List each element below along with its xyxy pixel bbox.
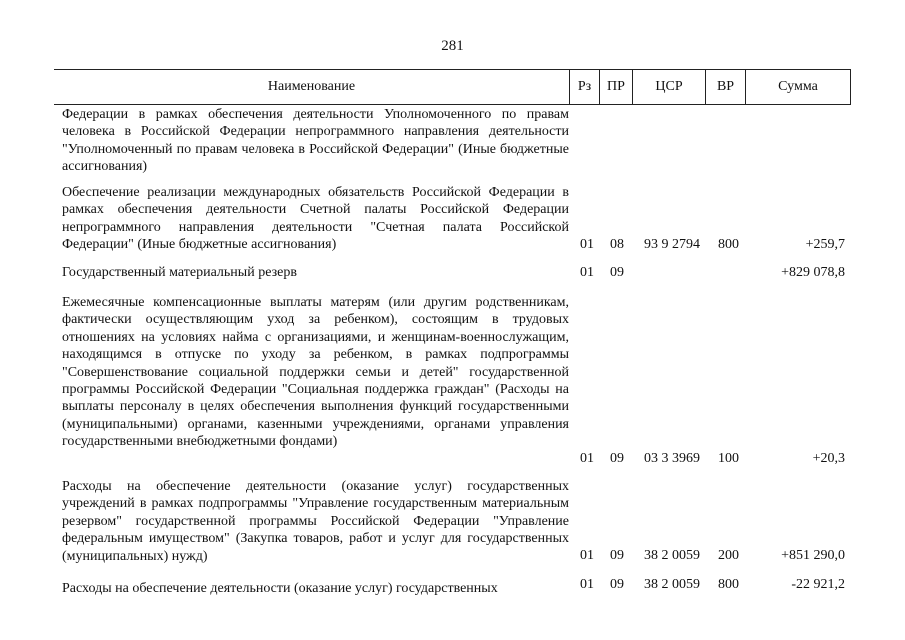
table-row (62, 184, 850, 254)
header-sum: Сумма (745, 70, 851, 104)
header-name: Наименование (267, 79, 356, 94)
row-description: Расходы на обеспечение деятельности (оказание услуг) государственных (62, 581, 498, 596)
row-description: Ежемесячные компенсационные выплаты матерям (или другим родственникам, фактически осуществляющим уход за ребенком), состоящим в трудовых отношениях на условиях найма с организациями, и женщинам-военнослужащим, находящимся в отпуске по уходу за ребенком, в рамках подпрограммы "Совершенствование социальной поддержки семьи и детей" государственной программы Российской Федерации "Социальная поддержка граждан" (Расходы на выплаты персоналу в целях обеспечения выполнения функций государственными (муниципальными) органами, казенными учреждениями, органами управления государственными внебюджетными фондами) (62, 295, 569, 450)
row-vr: 100 (718, 451, 739, 466)
row-pr: 08 (610, 237, 624, 252)
row-rz: 01 (580, 548, 594, 563)
header-rz: Рз (569, 70, 599, 104)
row-pr: 09 (610, 577, 624, 592)
row-sum: +259,7 (805, 237, 845, 252)
row-pr: 09 (610, 451, 624, 466)
row-rz: 01 (580, 577, 594, 592)
row-sum: -22 921,2 (791, 577, 845, 592)
row-sum: +829 078,8 (781, 265, 845, 280)
table-row (62, 576, 850, 596)
header-vr: ВР (705, 70, 745, 104)
row-vr: 200 (718, 548, 739, 563)
table-row (62, 264, 850, 282)
page-number: 281 (441, 38, 464, 54)
row-pr: 09 (610, 265, 624, 280)
row-csr: 38 2 0059 (644, 548, 700, 563)
row-sum: +20,3 (812, 451, 845, 466)
row-description: Обеспечение реализации международных обязательств Российской Федерации в рамках обеспечения деятельности Счетной палаты Российской Федерации непрограммного направления деятельности "Счетная палата Российской Федерации" (Иные бюджетные ассигнования) (62, 185, 569, 253)
row-description: Государственный материальный резерв (62, 265, 297, 280)
row-rz: 01 (580, 265, 594, 280)
row-rz: 01 (580, 451, 594, 466)
row-csr: 38 2 0059 (644, 577, 700, 592)
row-csr: 03 3 3969 (644, 451, 700, 466)
table-row (62, 106, 850, 176)
header-pr: ПР (599, 70, 632, 104)
table-row (62, 478, 850, 566)
row-rz: 01 (580, 237, 594, 252)
row-pr: 09 (610, 548, 624, 563)
row-description: Федерации в рамках обеспечения деятельности Уполномоченного по правам человека в Российской Федерации непрограммного направления деятельности "Уполномоченный по правам человека в Российской Федерации" (Иные бюджетные ассигнования) (62, 107, 569, 175)
row-sum: +851 290,0 (781, 548, 845, 563)
row-vr: 800 (718, 237, 739, 252)
table-row (62, 294, 850, 468)
header-csr: ЦСР (632, 70, 705, 104)
row-vr: 800 (718, 577, 739, 592)
row-description: Расходы на обеспечение деятельности (оказание услуг) государственных учреждений в рамках подпрограммы "Управление государственным материальным резервом" государственной программы Российской Федерации "Управление федеральным имуществом" (Закупка товаров, работ и услуг для государственных (муниципальных) нужд) (62, 479, 569, 564)
row-csr: 93 9 2794 (644, 237, 700, 252)
table-header (54, 69, 851, 105)
